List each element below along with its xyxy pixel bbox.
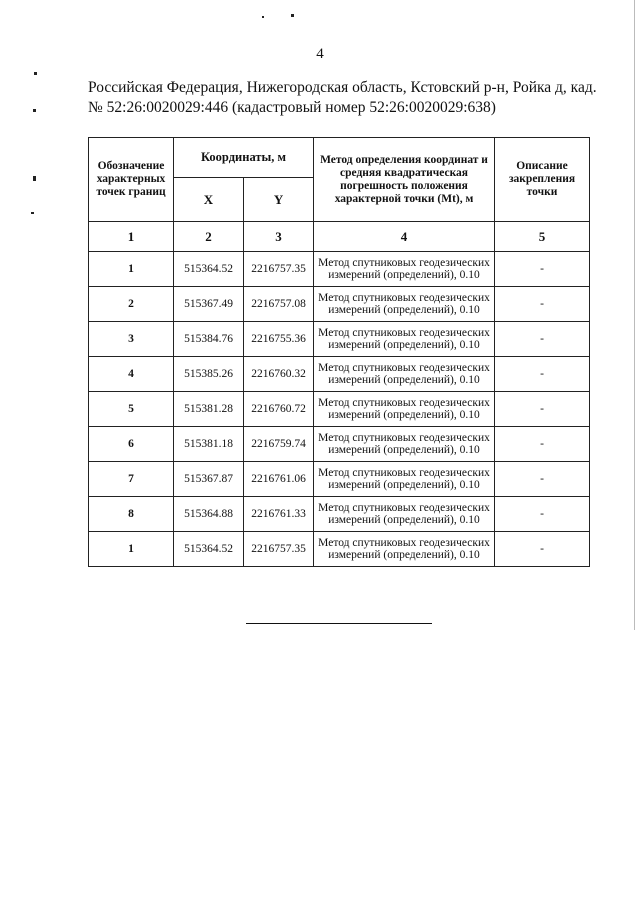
- table-row: [89, 392, 590, 427]
- cell-method: Метод спутниковых геодезических измерений (определений), 0.10: [314, 287, 495, 322]
- cell-y: 2216759.74: [244, 427, 314, 462]
- cell-x: 515367.87: [174, 462, 244, 497]
- table-row: [89, 322, 590, 357]
- table-row: [89, 287, 590, 322]
- column-number: 1: [89, 222, 174, 252]
- scan-speck: [33, 176, 36, 181]
- cell-point: 1: [89, 532, 174, 567]
- cell-method: Метод спутниковых геодезических измерений (определений), 0.10: [314, 497, 495, 532]
- header-line-1: Российская Федерация, Нижегородская область, Кстовский р-н, Ройка д, кад.: [88, 79, 597, 96]
- cell-point: 5: [89, 392, 174, 427]
- cadastral-header: [88, 78, 598, 118]
- cell-point: 3: [89, 322, 174, 357]
- cell-description: -: [495, 427, 590, 462]
- cell-method: Метод спутниковых геодезических измерений (определений), 0.10: [314, 462, 495, 497]
- cell-point: 2: [89, 287, 174, 322]
- cell-method: Метод спутниковых геодезических измерений (определений), 0.10: [314, 392, 495, 427]
- table-row: [89, 532, 590, 567]
- cell-x: 515381.18: [174, 427, 244, 462]
- header-description: Описание закрепления точки: [495, 138, 590, 222]
- cell-point: 1: [89, 252, 174, 287]
- column-number: 4: [314, 222, 495, 252]
- cell-point: 6: [89, 427, 174, 462]
- header-line-2: № 52:26:0020029:446 (кадастровый номер 52:26:0020029:638): [88, 99, 496, 116]
- cell-description: -: [495, 357, 590, 392]
- cell-x: 515384.76: [174, 322, 244, 357]
- cell-x: 515381.28: [174, 392, 244, 427]
- table-row: [89, 357, 590, 392]
- cell-description: -: [495, 462, 590, 497]
- scan-speck: [33, 109, 36, 112]
- table-row: [89, 252, 590, 287]
- table-row: [89, 497, 590, 532]
- header-y: Y: [244, 178, 314, 222]
- scan-speck: [31, 212, 34, 214]
- cell-description: -: [495, 392, 590, 427]
- cell-method: Метод спутниковых геодезических измерений (определений), 0.10: [314, 532, 495, 567]
- cell-description: -: [495, 532, 590, 567]
- header-method: Метод определения координат и средняя квадратическая погрешность положения характерной точки (Mt), м: [314, 138, 495, 222]
- cell-x: 515385.26: [174, 357, 244, 392]
- table-row: [89, 427, 590, 462]
- column-number: 2: [174, 222, 244, 252]
- scan-speck: [262, 16, 264, 18]
- cell-y: 2216757.35: [244, 252, 314, 287]
- cell-description: -: [495, 252, 590, 287]
- cell-description: -: [495, 497, 590, 532]
- table-body: [89, 222, 590, 567]
- cell-y: 2216757.08: [244, 287, 314, 322]
- cell-y: 2216760.32: [244, 357, 314, 392]
- cell-y: 2216755.36: [244, 322, 314, 357]
- scan-speck: [34, 72, 37, 75]
- column-number: 3: [244, 222, 314, 252]
- coordinates-table: [88, 137, 590, 567]
- scan-edge-line: [634, 0, 635, 630]
- cell-x: 515364.52: [174, 252, 244, 287]
- header-x: X: [174, 178, 244, 222]
- cell-point: 8: [89, 497, 174, 532]
- scan-speck: [291, 14, 294, 17]
- cell-y: 2216761.06: [244, 462, 314, 497]
- cell-point: 7: [89, 462, 174, 497]
- cell-method: Метод спутниковых геодезических измерений (определений), 0.10: [314, 322, 495, 357]
- cell-y: 2216761.33: [244, 497, 314, 532]
- cell-description: -: [495, 287, 590, 322]
- table-row: [89, 462, 590, 497]
- header-point-designation: Обозначение характерных точек границ: [89, 138, 174, 222]
- cell-method: Метод спутниковых геодезических измерений (определений), 0.10: [314, 427, 495, 462]
- cell-x: 515364.52: [174, 532, 244, 567]
- cell-y: 2216760.72: [244, 392, 314, 427]
- cell-x: 515367.49: [174, 287, 244, 322]
- cell-method: Метод спутниковых геодезических измерений (определений), 0.10: [314, 252, 495, 287]
- footer-divider: [246, 623, 432, 624]
- page-number: 4: [316, 46, 324, 62]
- column-number-row: [89, 222, 590, 252]
- cell-description: -: [495, 322, 590, 357]
- column-number: 5: [495, 222, 590, 252]
- cell-y: 2216757.35: [244, 532, 314, 567]
- cell-point: 4: [89, 357, 174, 392]
- header-coordinates: Координаты, м: [174, 138, 314, 178]
- cell-method: Метод спутниковых геодезических измерений (определений), 0.10: [314, 357, 495, 392]
- cell-x: 515364.88: [174, 497, 244, 532]
